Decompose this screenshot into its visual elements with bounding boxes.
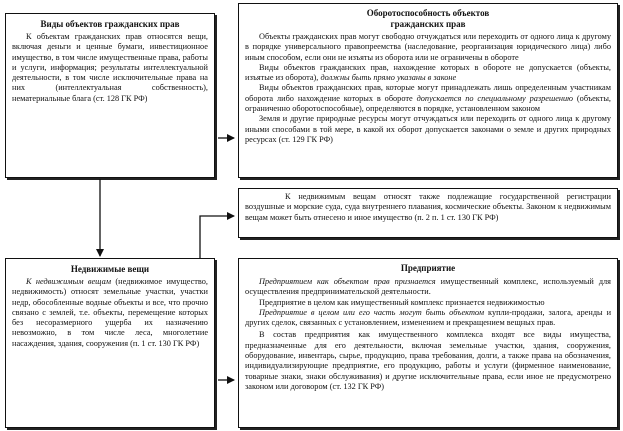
immovable-lead: К недвижимым вещам (26, 277, 112, 286)
turnover-paragraph-4: Земля и другие природные ресурсы могут отчуждаться или переходить от одного лица к другому иными способами в той мере, в какой их оборот допускается законами о земле и других природных ресурсах (ст. 129 ГК РФ) (245, 114, 611, 144)
enterprise-p3-body: купли-продажи, залога, аренды и других сделок, связанных с установлением, изменением и прекращением вещных прав. (245, 307, 612, 328)
realty-extra-text: К недвижимым вещам относят также подлежащие государственной регистрации воздушные и морские суда, суда внутреннего плавания, космические объекты. Законом к недвижимым вещам может быть отнесено и иное имущество (п. 2 п. 1 ст. 130 ГК РФ) (245, 192, 611, 222)
turnover-p3-a: Виды объектов гражданских прав, которые могут принадлежать лишь определенным участникам оборота либо нахождение которых в обороте (245, 83, 611, 103)
types-of-objects-text: К объектам гражданских прав относятся вещи, включая деньги и ценные бумаги, инвестиционное имущество, в том числе имущественные права, работы и услуги, информация; результаты интеллектуальной деятельности, в том числе исключительные права на них (интеллектуальная собственность), нематериальные блага (ст. 128 ГК РФ) (12, 32, 208, 103)
enterprise-p1-lead: Предприятием как объектом прав признается (259, 277, 436, 286)
enterprise-p1-body: имущественный комплекс, используемый для осуществления предпринимательской деятельности. (245, 277, 611, 297)
arrow-immovable-to-realty-extra (200, 216, 234, 258)
types-of-objects-title: Виды объектов гражданских прав (40, 19, 180, 29)
immovable-things-title: Недвижимые вещи (70, 264, 150, 274)
turnover-p2-a: Виды объектов гражданских прав, нахождение которых в обороте не допускается (объекты, изъятые из оборота), (245, 62, 611, 83)
turnover-p3-b: допускается по специальному разрешению (416, 93, 574, 103)
turnover-title-line1: Оборотоспособность объектов (366, 8, 490, 18)
enterprise-title: Предприятие (400, 263, 456, 273)
turnover-p3-c: (объекты, ограниченно оборотоспособные), определяются в порядке, установленном законом (245, 93, 612, 114)
turnover-title-line2: гражданских прав (390, 19, 466, 29)
turnover-paragraph-1: Объекты гражданских прав могут свободно отчуждаться или переходить от одного лица к другому в порядке универсального правопреемства (наследование, реорганизация юридического лица) либо иным способом, если они не изъяты из оборота или не ограничены в обороте (245, 32, 611, 62)
immovable-body: (недвижимое имущество, недвижимость) относят земельные участки, участки недр, обособленные водные объекты и все, что прочно связано с землей, т.е. объекты, перемещение которых без несоразмерного ущерба их назначению невозможно, в том числе леса, многолетние насаждения, здания, сооружения (п. 1 ст. 130 ГК РФ) (12, 277, 208, 348)
enterprise-p3-lead: Предприятие в целом или его часть могут быть объектом (259, 307, 485, 317)
enterprise-paragraph-4: В состав предприятия как имущественного комплекса входят все виды имущества, предназначенные для его деятельности, включая земельные участки, здания, сооружения, оборудование, инвентарь, сырье, продукцию, права требования, долги, а также права на обозначения, индивидуализирующие предприятие, его продукцию, работы и услуги (фирменное наименование, товарные знаки, знаки обслуживания) и другие исключительные права, если иное не предусмотрено законом или договором (ст. 132 ГК РФ) (245, 330, 611, 391)
turnover-p2-b: должны быть прямо указаны в законе (320, 73, 457, 83)
enterprise-paragraph-2: Предприятие в целом как имущественный комплекс признается недвижимостью (259, 297, 545, 307)
